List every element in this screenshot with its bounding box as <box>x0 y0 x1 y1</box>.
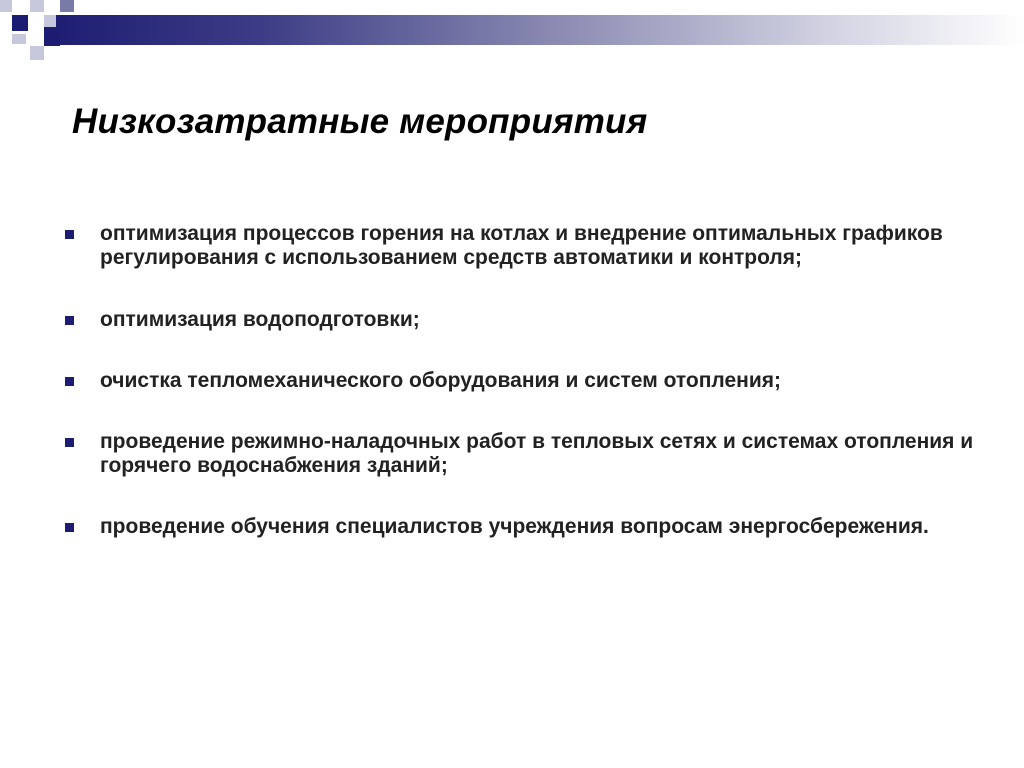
list-item <box>60 430 980 478</box>
bullet-square-icon <box>65 377 74 386</box>
decor-square <box>44 15 56 27</box>
decor-square <box>12 34 26 44</box>
decor-square <box>0 0 12 12</box>
list-item-text: очистка тепломеханического оборудования и систем отопления; <box>100 369 781 392</box>
list-item-text: проведение обучения специалистов учреждения вопросам энергосбережения. <box>100 515 929 538</box>
bullet-square-icon <box>65 316 74 325</box>
decor-square <box>30 46 44 60</box>
header-gradient-bar <box>44 15 1024 45</box>
list-item-text: оптимизация водоподготовки; <box>100 308 420 331</box>
bullet-list <box>60 222 980 539</box>
list-item <box>60 515 980 539</box>
slide-title: Низкозатратные мероприятия <box>72 102 648 141</box>
decor-square <box>44 30 60 46</box>
decor-square <box>60 0 74 12</box>
bullet-square-icon <box>65 523 74 532</box>
list-item-text: оптимизация процессов горения на котлах и внедрение оптимальных графиков регулирования с использованием средств автоматики и контроля; <box>100 222 943 269</box>
list-item <box>60 222 980 270</box>
decor-square <box>30 0 44 12</box>
list-item <box>60 369 980 393</box>
bullet-square-icon <box>65 230 74 239</box>
bullet-square-icon <box>65 438 74 447</box>
decor-square <box>12 15 28 31</box>
list-item-text: проведение режимно-наладочных работ в тепловых сетях и системах отопления и горячего водоснабжения зданий; <box>100 430 974 477</box>
list-item <box>60 308 980 332</box>
